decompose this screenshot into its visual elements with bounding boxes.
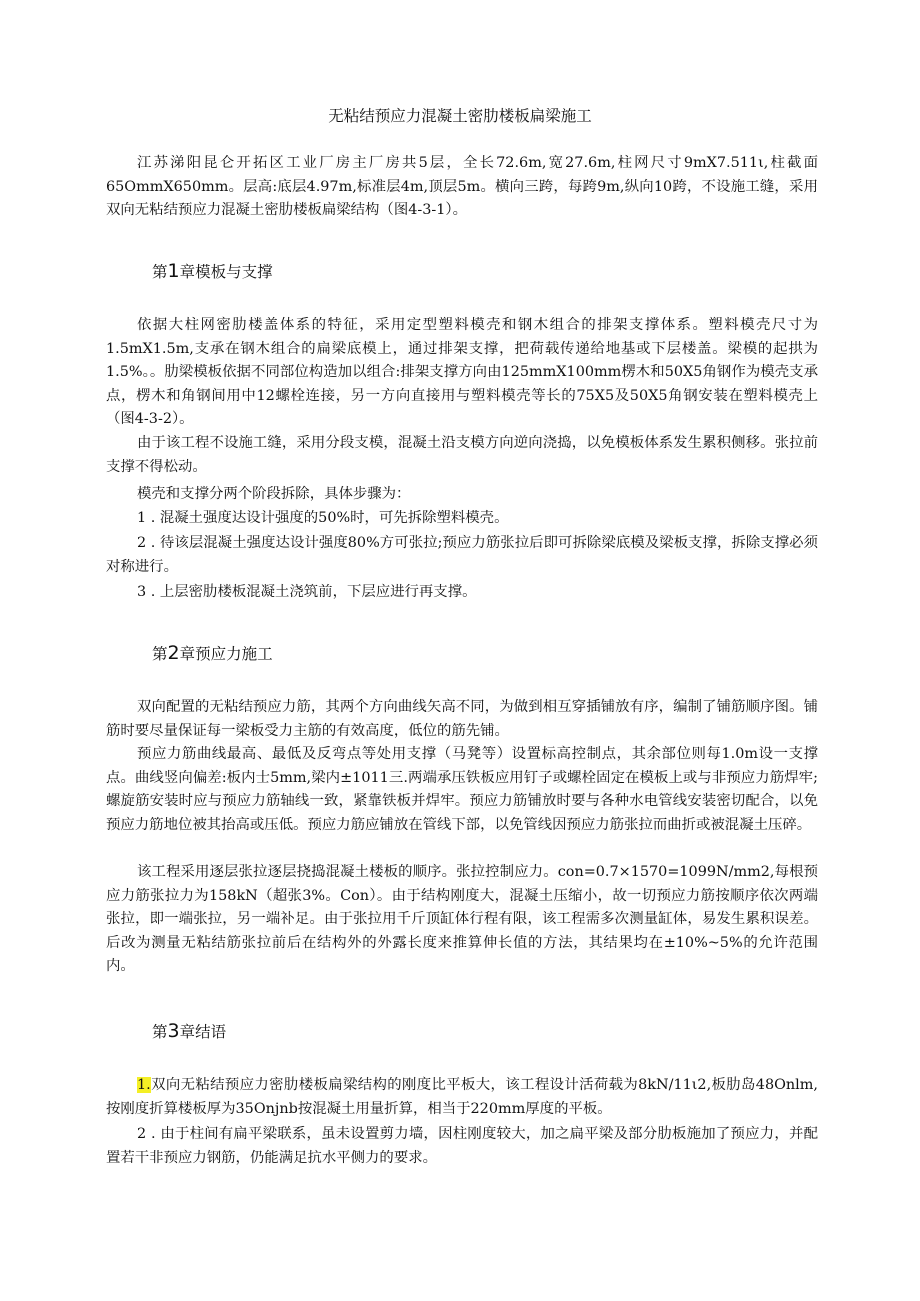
chapter-1-prefix: 第 — [152, 263, 168, 281]
chapter-1-number: 1 — [167, 260, 180, 282]
chapter-3-number: 3 — [167, 1020, 180, 1042]
chapter-3-title: 章结语 — [179, 1023, 227, 1041]
chapter-1-heading — [152, 260, 273, 282]
chapter-2-title: 章预应力施工 — [179, 645, 273, 663]
chapter-2-heading — [152, 642, 273, 664]
chapter-3-prefix: 第 — [152, 1023, 168, 1041]
chapter-2-paragraph-1: 双向配置的无粘结预应力筋，其两个方向曲线矢高不同，为做到相互穿插铺放有序，编制了铺筋顺序图。铺筋时要尽量保证每一梁板受力主筋的有效高度，低位的筋先铺。 — [106, 699, 818, 739]
intro-paragraph: 江苏涕阳昆仑开拓区工业厂房主厂房共5层，全长72.6m,宽27.6m,柱网尺寸9mX7.511ι,柱截面65OmmX650mm。层高:底层4.97m,标准层4m,顶层5m。横向三跨，每跨9m,纵向10跨，不设施工缝，采用双向无粘结预应力混凝土密肋楼板扁梁结构（图4-3-1）。 — [106, 155, 818, 219]
chapter-1-item-1: 1 . 混凝土强度达设计强度的50%时，可先拆除塑料模壳。 — [137, 510, 509, 526]
chapter-3-heading — [152, 1020, 226, 1042]
chapter-2-paragraph-3: 该工程采用逐层张拉逐层挠捣混凝土楼板的顺序。张拉控制应力。con=0.7×1570=1099N/mm2,每根预应力筋张拉力为158kN（超张3%。Con）。由于结构刚度大，混凝土压缩小，故一切预应力筋按顺序依次两端张拉，即一端张拉，另一端补足。由于张拉用千斤顶缸体行程有限，该工程需多次测量缸体，易发生累积误差。后改为测量无粘结筋张拉前后在结构外的外露长度来推算伸长值的方法，其结果均在±10%~5%的允许范围内。 — [106, 864, 818, 975]
highlighted-item-number: 1. — [137, 1077, 151, 1093]
chapter-1-paragraph-2: 由于该工程不设施工缝，采用分段支模，混凝土沿支模方向逆向浇捣，以免模板体系发生累积侧移。张拉前支撑不得松动。 — [106, 435, 818, 475]
chapter-3-item-2: 2 . 由于柱间有扁平梁联系，虽未设置剪力墙，因柱刚度较大，加之扁平梁及部分肋板施加了预应力，并配置若干非预应力钢筋，仍能满足抗水平侧力的要求。 — [106, 1126, 818, 1166]
chapter-2-prefix: 第 — [152, 645, 168, 663]
chapter-1-title: 章模板与支撑 — [179, 263, 273, 281]
chapter-2-paragraph-2: 预应力筋曲线最高、最低及反弯点等处用支撑（马凳等）设置标高控制点，其余部位则每1.0m设一支撑点。曲线竖向偏差:板内士5mm,梁内±1011三.两端承压铁板应用钉子或螺栓固定在模板上或与非预应力筋焊牢;螺旋筋安装时应与预应力筋轴线一致，紧靠铁板并焊牢。预应力筋铺放时要与各种水电管线安装密切配合，以免预应力筋地位被其抬高或压低。预应力筋应铺放在管线下部，以免管线因预应力筋张拉而曲折或被混凝土压碎。 — [106, 746, 818, 833]
chapter-1-item-3: 3 . 上层密肋楼板混凝土浇筑前，下层应进行再支撑。 — [137, 584, 477, 600]
chapter-1-paragraph-3: 模壳和支撑分两个阶段拆除，具体步骤为： — [137, 486, 411, 502]
chapter-3-item-1-text: 双向无粘结预应力密肋楼板扁梁结构的刚度比平板大，该工程设计活荷载为8kN∕11ι2,板肋岛48Onlm,按刚度折算楼板厚为35Onjnb按混凝土用量折算，相当于220mm厚度的平板。 — [106, 1077, 818, 1117]
chapter-3-item-1 — [106, 1074, 818, 1121]
chapter-1-paragraph-1: 依据大柱网密肋楼盖体系的特征，采用定型塑料模壳和钢木组合的排架支撑体系。塑料模壳尺寸为1.5mX1.5m,支承在钢木组合的扁梁底模上，通过排架支撑，把荷载传递给地基或下层楼盖。梁模的起拱为1.5%。。肋梁模板依据不同部位构造加以组合:排架支撑方向由125mmX100mm楞木和50X5角钢作为模壳支承点，楞木和角钢间用中12螺栓连接，另一方向直接用与塑料模壳等长的75X5及50X5角钢安装在塑料模壳上（图4-3-2）。 — [106, 317, 818, 428]
chapter-1-item-2: 2 . 待该层混凝土强度达设计强度80%方可张拉;预应力筋张拉后即可拆除梁底模及梁板支撑，拆除支撑必须对称进行。 — [106, 535, 818, 575]
chapter-2-number: 2 — [167, 642, 180, 664]
document-title: 无粘结预应力混凝土密肋楼板扁梁施工 — [328, 107, 592, 125]
